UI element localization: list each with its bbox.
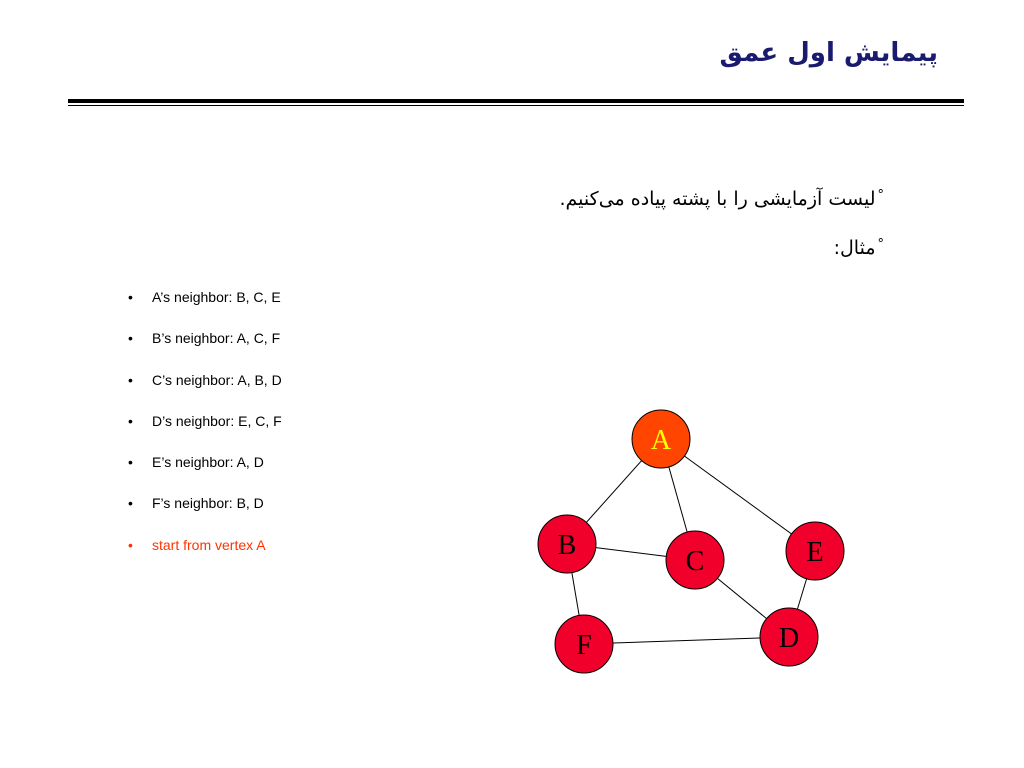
neighbor-text: E’s neighbor: A, D (152, 454, 264, 471)
edge-F-D (584, 637, 789, 644)
bullet-icon: • (128, 371, 133, 388)
bullet-icon: • (128, 454, 133, 471)
bullet-icon: • (128, 536, 133, 553)
slide-title: پیمایش اول عمق (719, 38, 938, 68)
degree-bullet: ° (877, 237, 884, 252)
bullet-icon: • (128, 330, 133, 347)
node-label-F: F (576, 630, 592, 661)
start-text: start from vertex A (152, 536, 266, 553)
neighbor-text: A’s neighbor: B, C, E (152, 289, 281, 305)
degree-bullet: ° (877, 188, 884, 203)
node-label-C: C (685, 546, 705, 577)
neighbor-text: C’s neighbor: A, B, D (152, 371, 282, 388)
example-label: مثال: (833, 237, 876, 259)
bullet-icon: • (128, 495, 133, 512)
neighbor-text: B’s neighbor: A, C, F (152, 330, 281, 347)
neighbor-text: D’s neighbor: E, C, F (152, 412, 282, 429)
bullet-icon: • (128, 412, 133, 429)
node-label-A: A (650, 425, 672, 456)
intro-text: لیست آزمایشی را با پشته پیاده می‌کنیم. (559, 188, 876, 210)
node-label-D: D (778, 623, 800, 654)
bullet-icon: • (128, 289, 133, 305)
node-label-B: B (557, 530, 577, 561)
neighbor-text: F’s neighbor: B, D (152, 495, 264, 512)
node-label-E: E (806, 537, 824, 568)
